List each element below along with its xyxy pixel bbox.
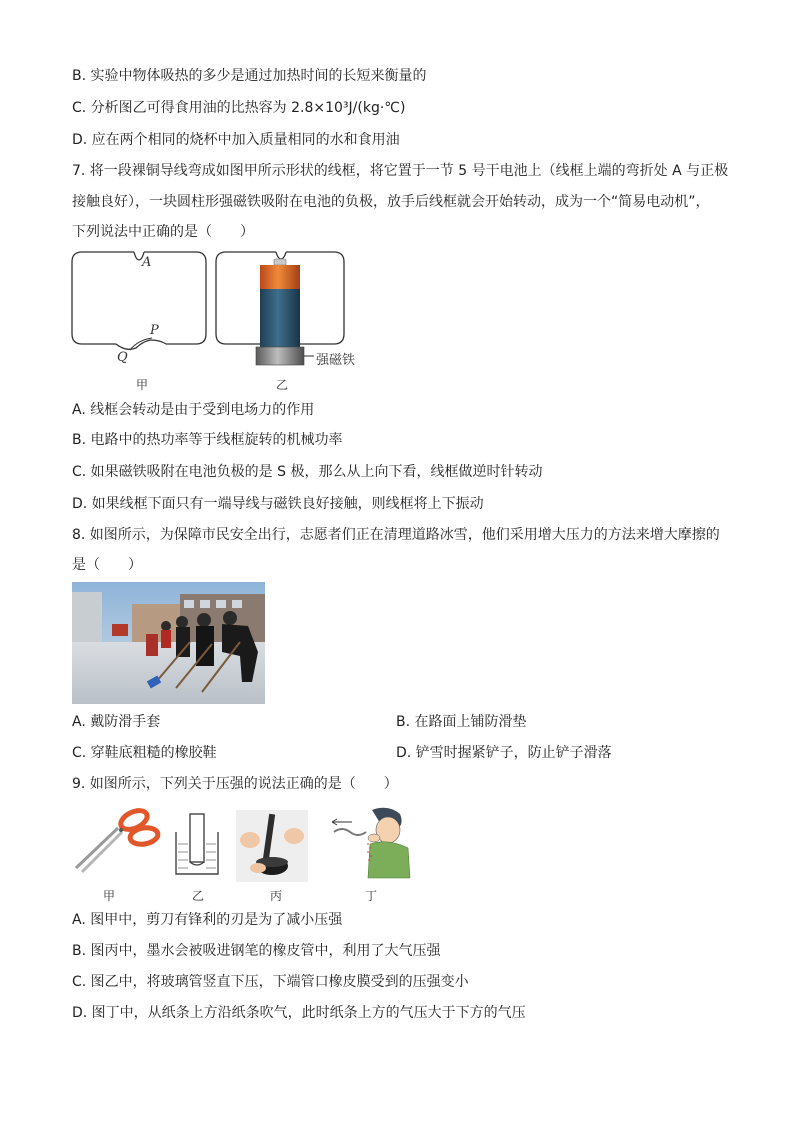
q8-option-c: C. 穿鞋底粗糙的橡胶鞋 xyxy=(72,745,217,761)
q7-stem-line3: 下列说法中正确的是（ ） xyxy=(72,224,254,240)
point-p-label: P xyxy=(150,323,159,338)
figure-yi-caption: 乙 xyxy=(276,378,289,392)
figure-jia-caption: 甲 xyxy=(136,378,149,392)
q9-caption-jia: 甲 xyxy=(103,889,116,903)
q9-option-c: C. 图乙中，将玻璃管竖直下压，下端管口橡皮膜受到的压强变小 xyxy=(72,974,469,990)
q9-caption-yi: 乙 xyxy=(192,889,205,903)
q9-option-d: D. 图丁中，从纸条上方沿纸条吹气，此时纸条上方的气压大于下方的气压 xyxy=(72,1005,526,1021)
q6-option-c: C. 分析图乙可得食用油的比热容为 2.8×10³J/(kg·℃) xyxy=(72,100,406,116)
q8-option-d: D. 铲雪时握紧铲子，防止铲子滑落 xyxy=(396,745,612,761)
q8-stem-line1: 8. 如图所示，为保障市民安全出行，志愿者们正在清理道路冰雪，他们采用增大压力的方法来增大摩擦的 xyxy=(72,527,720,543)
point-q-label: Q xyxy=(117,350,128,365)
q8-option-b: B. 在路面上铺防滑垫 xyxy=(396,714,527,730)
q7-option-d: D. 如果线框下面只有一端导线与磁铁良好接触，则线框将上下振动 xyxy=(72,496,484,512)
snow-clearing-photo xyxy=(72,582,265,704)
beaker-tube-figure xyxy=(172,812,222,878)
q8-option-a: A. 戴防滑手套 xyxy=(72,714,161,730)
q7-option-c: C. 如果磁铁吸附在电池负极的是 S 极，那么从上向下看，线框做逆时针转动 xyxy=(72,464,543,480)
scissors-figure xyxy=(72,806,162,876)
q9-caption-bing: 丙 xyxy=(270,889,283,903)
blowing-paper-figure xyxy=(328,806,412,878)
q6-option-d: D. 应在两个相同的烧杯中加入质量相同的水和食用油 xyxy=(72,132,400,148)
q9-stem: 9. 如图所示，下列关于压强的说法正确的是（ ） xyxy=(72,776,398,792)
q9-option-a: A. 图甲中，剪刀有锋利的刃是为了减小压强 xyxy=(72,912,343,928)
fountain-pen-figure xyxy=(236,810,308,882)
q8-stem-line2: 是（ ） xyxy=(72,557,142,573)
point-a-label: A xyxy=(142,255,152,270)
q6-option-b: B. 实验中物体吸热的多少是通过加热时间的长短来衡量的 xyxy=(72,68,427,84)
q7-option-b: B. 电路中的热功率等于线框旋转的机械功率 xyxy=(72,432,343,448)
q7-stem-line1: 7. 将一段裸铜导线弯成如图甲所示形状的线框，将它置于一节 5 号干电池上（线框上端的弯折处 A 与正极 xyxy=(72,163,729,179)
q9-option-b: B. 图丙中，墨水会被吸进钢笔的橡皮管中，利用了大气压强 xyxy=(72,943,441,959)
q7-stem-line2: 接触良好），一块圆柱形强磁铁吸附在电池的负极，放手后线框就会开始转动，成为一个“简易电动机”， xyxy=(72,194,710,210)
q9-caption-ding: 丁 xyxy=(365,889,378,903)
wire-frame-figure xyxy=(70,248,210,373)
q7-option-a: A. 线框会转动是由于受到电场力的作用 xyxy=(72,402,315,418)
magnet-label: 强磁铁 xyxy=(316,353,356,368)
